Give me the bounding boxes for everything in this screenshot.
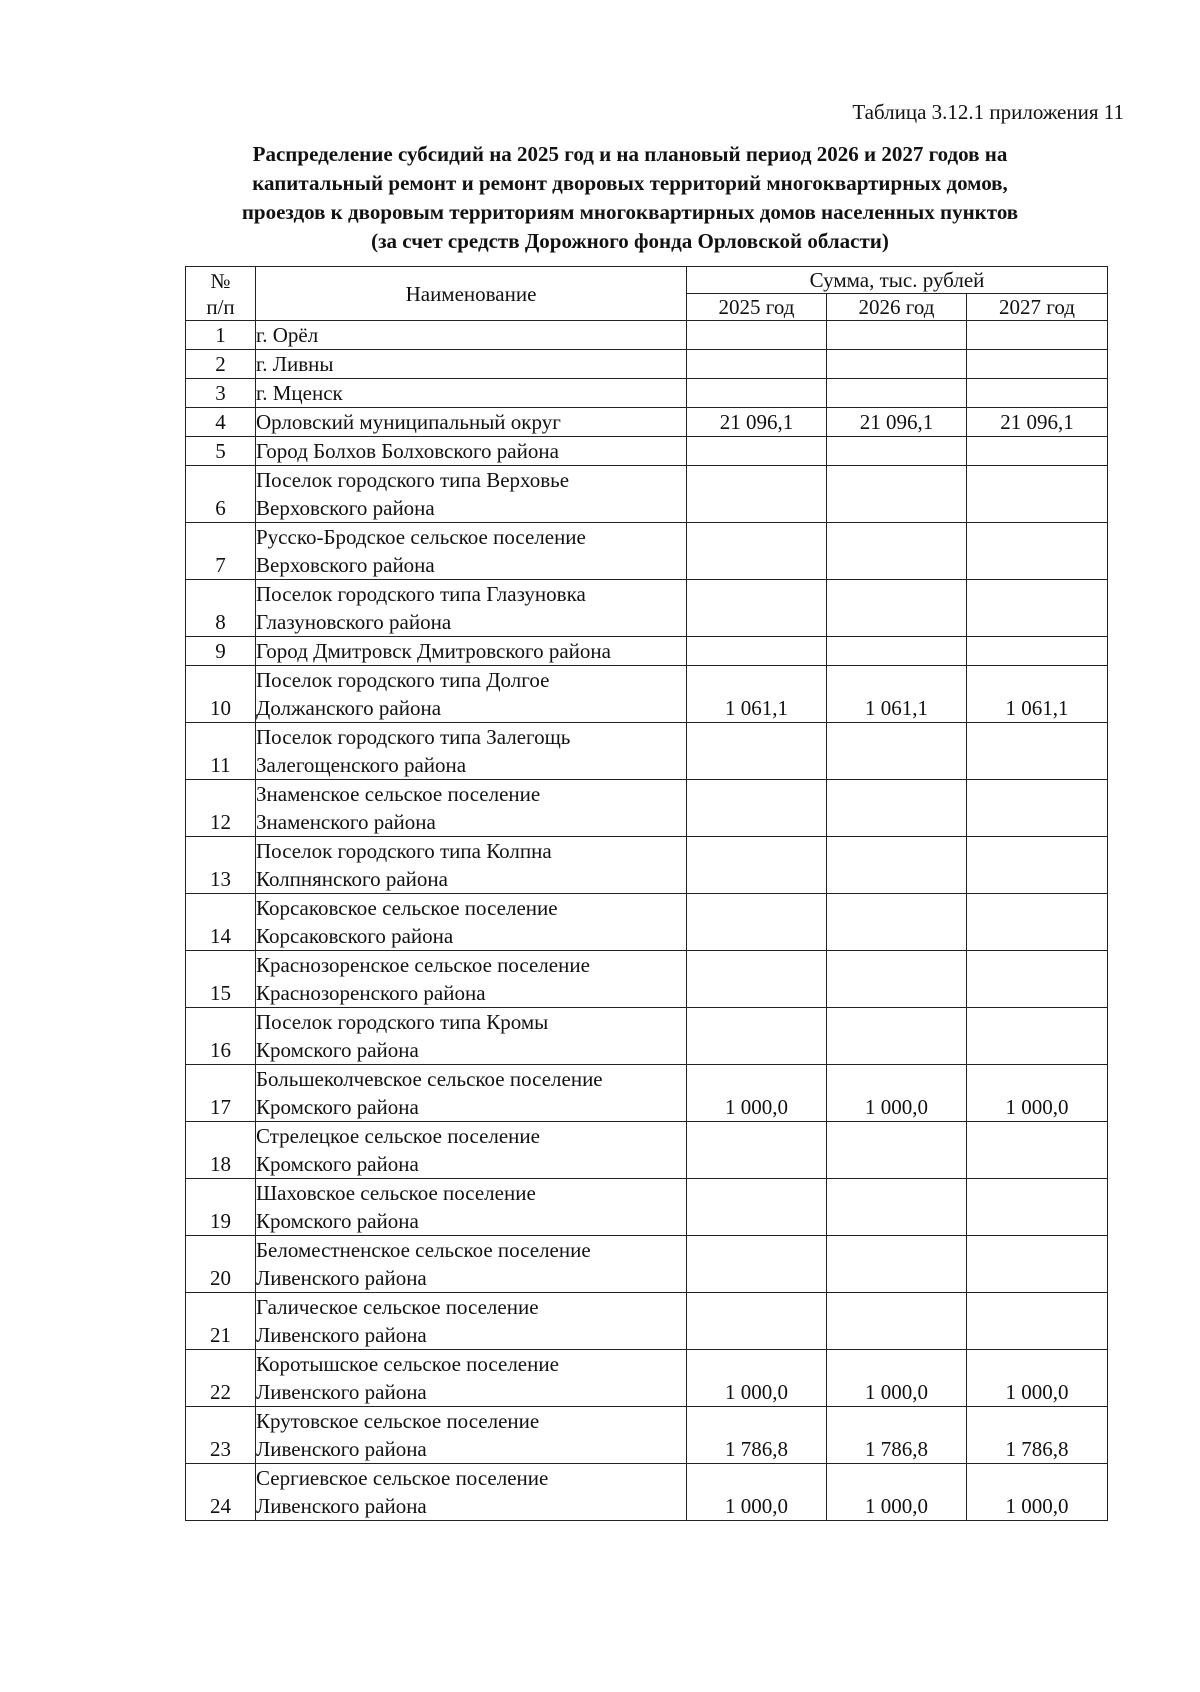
row-name-line: Ливенского района	[256, 1266, 427, 1290]
value-2026	[827, 951, 967, 1008]
row-name-line: Орловский муниципальный округ	[256, 410, 561, 434]
row-name-line: Ливенского района	[256, 1323, 427, 1347]
table-row	[186, 637, 1108, 666]
row-name-line: Краснозоренского района	[256, 981, 486, 1005]
table-row	[186, 837, 1108, 894]
value-2025: 1 061,1	[687, 666, 827, 723]
row-name-line: Верховского района	[256, 553, 435, 577]
row-name-line: Кромского района	[256, 1209, 419, 1233]
value-2027	[967, 837, 1108, 894]
row-number: 24	[186, 1464, 256, 1521]
row-name-line: Кромского района	[256, 1152, 419, 1176]
value-2025	[687, 894, 827, 951]
value-2026	[827, 780, 967, 837]
row-name-line: Поселок городского типа Кромы	[256, 1010, 549, 1034]
value-2027	[967, 637, 1108, 666]
table-row	[186, 350, 1108, 379]
value-2025: 1 786,8	[687, 1407, 827, 1464]
row-number: 5	[186, 437, 256, 466]
value-2025: 1 000,0	[687, 1350, 827, 1407]
row-number: 8	[186, 580, 256, 637]
row-number: 18	[186, 1122, 256, 1179]
table-row	[186, 1407, 1108, 1464]
table-row	[186, 466, 1108, 523]
table-row	[186, 580, 1108, 637]
row-name-line: Ливенского района	[256, 1380, 427, 1404]
row-name	[256, 350, 687, 379]
row-name	[256, 321, 687, 350]
value-2026	[827, 379, 967, 408]
value-2027	[967, 723, 1108, 780]
row-name-line: Ливенского района	[256, 1437, 427, 1461]
row-name-line: Шаховское сельское поселение	[256, 1181, 536, 1205]
value-2025	[687, 1122, 827, 1179]
row-name-line: Большеколчевское сельское поселение	[256, 1067, 603, 1091]
header-num-line2: п/п	[206, 294, 235, 319]
header-sum: Сумма, тыс. рублей	[687, 267, 1108, 294]
row-name-line: Знаменское сельское поселение	[256, 782, 541, 806]
row-name-line: Колпнянского района	[256, 867, 448, 891]
value-2025	[687, 321, 827, 350]
title-line: (за счет средств Дорожного фонда Орловской области)	[371, 229, 889, 253]
row-name-line: Знаменского района	[256, 810, 436, 834]
row-name-line: Город Дмитровск Дмитровского района	[256, 639, 611, 663]
value-2025	[687, 723, 827, 780]
row-name	[256, 780, 687, 837]
row-name-line: Крутовское сельское поселение	[256, 1409, 540, 1433]
value-2025	[687, 951, 827, 1008]
row-name	[256, 1464, 687, 1521]
document-title	[180, 140, 1080, 256]
row-number: 1	[186, 321, 256, 350]
value-2027	[967, 780, 1108, 837]
row-name	[256, 1179, 687, 1236]
value-2027: 1 786,8	[967, 1407, 1108, 1464]
title-line: проездов к дворовым территориям многоквартирных домов населенных пунктов	[241, 200, 1019, 224]
row-name-line: Залегощенского района	[256, 753, 467, 777]
table-row	[186, 780, 1108, 837]
row-name	[256, 637, 687, 666]
table-row	[186, 1464, 1108, 1521]
row-name	[256, 466, 687, 523]
value-2025	[687, 580, 827, 637]
table-row	[186, 1179, 1108, 1236]
value-2026: 21 096,1	[827, 408, 967, 437]
table-row	[186, 379, 1108, 408]
row-name	[256, 580, 687, 637]
value-2025: 21 096,1	[687, 408, 827, 437]
row-name-line: Стрелецкое сельское поселение	[256, 1124, 540, 1148]
value-2025: 1 000,0	[687, 1065, 827, 1122]
table-row	[186, 437, 1108, 466]
row-number: 3	[186, 379, 256, 408]
row-number: 17	[186, 1065, 256, 1122]
row-name	[256, 1065, 687, 1122]
row-name-line: Беломестненское сельское поселение	[256, 1238, 591, 1262]
value-2026	[827, 580, 967, 637]
row-name	[256, 894, 687, 951]
value-2025	[687, 466, 827, 523]
row-name	[256, 1236, 687, 1293]
row-name	[256, 1293, 687, 1350]
value-2027	[967, 951, 1108, 1008]
row-name-line: Коротышское сельское поселение	[256, 1352, 559, 1376]
table-row	[186, 894, 1108, 951]
row-number: 16	[186, 1008, 256, 1065]
table-row	[186, 1065, 1108, 1122]
table-row	[186, 1008, 1108, 1065]
value-2027: 1 000,0	[967, 1350, 1108, 1407]
row-name-line: Поселок городского типа Залегощь	[256, 725, 571, 749]
value-2027	[967, 1008, 1108, 1065]
row-name	[256, 379, 687, 408]
value-2026: 1 061,1	[827, 666, 967, 723]
value-2025	[687, 1236, 827, 1293]
subsidy-table	[185, 266, 1108, 1521]
value-2026	[827, 437, 967, 466]
value-2027	[967, 350, 1108, 379]
row-number: 9	[186, 637, 256, 666]
value-2026	[827, 723, 967, 780]
table-row	[186, 321, 1108, 350]
value-2026	[827, 894, 967, 951]
value-2026	[827, 466, 967, 523]
table-row	[186, 1350, 1108, 1407]
row-number: 7	[186, 523, 256, 580]
value-2026	[827, 1122, 967, 1179]
value-2027: 21 096,1	[967, 408, 1108, 437]
row-number: 20	[186, 1236, 256, 1293]
value-2027	[967, 1236, 1108, 1293]
value-2025	[687, 1008, 827, 1065]
value-2026	[827, 1008, 967, 1065]
value-2027	[967, 580, 1108, 637]
row-name-line: Поселок городского типа Долгое	[256, 668, 550, 692]
row-number: 4	[186, 408, 256, 437]
value-2026	[827, 1236, 967, 1293]
table-body	[186, 321, 1108, 1521]
row-name-line: Корсаковского района	[256, 924, 454, 948]
header-year-2025: 2025 год	[687, 294, 827, 321]
value-2027	[967, 1293, 1108, 1350]
row-number: 2	[186, 350, 256, 379]
row-name	[256, 837, 687, 894]
value-2026: 1 786,8	[827, 1407, 967, 1464]
row-number: 6	[186, 466, 256, 523]
row-name-line: Поселок городского типа Глазуновка	[256, 582, 586, 606]
row-name-line: Сергиевское сельское поселение	[256, 1466, 549, 1490]
row-name	[256, 1008, 687, 1065]
row-name	[256, 408, 687, 437]
value-2027	[967, 437, 1108, 466]
table-row	[186, 951, 1108, 1008]
table-row	[186, 723, 1108, 780]
row-name	[256, 1350, 687, 1407]
title-line: Распределение субсидий на 2025 год и на плановый период 2026 и 2027 годов на	[252, 142, 1008, 166]
value-2027	[967, 523, 1108, 580]
row-number: 23	[186, 1407, 256, 1464]
row-name-line: Должанского района	[256, 696, 442, 720]
row-name	[256, 1407, 687, 1464]
header-year-2026: 2026 год	[827, 294, 967, 321]
row-name-line: Верховского района	[256, 496, 435, 520]
row-name-line: г. Ливны	[256, 352, 334, 376]
row-name	[256, 951, 687, 1008]
value-2026	[827, 321, 967, 350]
row-number: 12	[186, 780, 256, 837]
value-2025	[687, 837, 827, 894]
value-2025: 1 000,0	[687, 1464, 827, 1521]
row-name-line: Корсаковское сельское поселение	[256, 896, 558, 920]
table-row	[186, 408, 1108, 437]
value-2025	[687, 780, 827, 837]
value-2026	[827, 350, 967, 379]
value-2027: 1 000,0	[967, 1065, 1108, 1122]
value-2025	[687, 523, 827, 580]
value-2027	[967, 466, 1108, 523]
value-2027	[967, 321, 1108, 350]
row-name	[256, 1122, 687, 1179]
row-name	[256, 666, 687, 723]
row-name-line: Поселок городского типа Верховье	[256, 468, 570, 492]
value-2025	[687, 379, 827, 408]
value-2025	[687, 1179, 827, 1236]
row-number: 22	[186, 1350, 256, 1407]
value-2027: 1 061,1	[967, 666, 1108, 723]
row-number: 13	[186, 837, 256, 894]
value-2026	[827, 1293, 967, 1350]
value-2027: 1 000,0	[967, 1464, 1108, 1521]
value-2026: 1 000,0	[827, 1464, 967, 1521]
row-name-line: Кромского района	[256, 1095, 419, 1119]
value-2027	[967, 1179, 1108, 1236]
table-row	[186, 666, 1108, 723]
row-number: 21	[186, 1293, 256, 1350]
value-2025	[687, 1293, 827, 1350]
row-name-line: Кромского района	[256, 1038, 419, 1062]
value-2025	[687, 350, 827, 379]
row-name-line: Русско-Бродское сельское поселение	[256, 525, 586, 549]
row-name-line: г. Мценск	[256, 381, 343, 405]
row-name-line: г. Орёл	[256, 323, 319, 347]
value-2025	[687, 637, 827, 666]
header-num	[186, 267, 256, 321]
row-name	[256, 723, 687, 780]
value-2026	[827, 637, 967, 666]
row-name-line: Город Болхов Болховского района	[256, 439, 559, 463]
header-year-2027: 2027 год	[967, 294, 1108, 321]
table-reference: Таблица 3.12.1 приложения 11	[852, 100, 1124, 124]
value-2027	[967, 894, 1108, 951]
title-line: капитальный ремонт и ремонт дворовых территорий многоквартирных домов,	[252, 171, 1008, 195]
table-row	[186, 1122, 1108, 1179]
row-name-line: Ливенского района	[256, 1494, 427, 1518]
value-2026	[827, 837, 967, 894]
value-2027	[967, 1122, 1108, 1179]
header-num-line1: №	[210, 268, 231, 293]
row-name	[256, 437, 687, 466]
row-name-line: Галическое сельское поселение	[256, 1295, 539, 1319]
table-row	[186, 1293, 1108, 1350]
row-number: 14	[186, 894, 256, 951]
value-2025	[687, 437, 827, 466]
header-name: Наименование	[256, 267, 687, 321]
value-2026	[827, 1179, 967, 1236]
value-2027	[967, 379, 1108, 408]
row-number: 10	[186, 666, 256, 723]
row-name	[256, 523, 687, 580]
row-name-line: Глазуновского района	[256, 610, 452, 634]
row-number: 19	[186, 1179, 256, 1236]
value-2026: 1 000,0	[827, 1065, 967, 1122]
table-row	[186, 1236, 1108, 1293]
row-name-line: Краснозоренское сельское поселение	[256, 953, 590, 977]
row-name-line: Поселок городского типа Колпна	[256, 839, 552, 863]
table-row	[186, 523, 1108, 580]
row-number: 15	[186, 951, 256, 1008]
value-2026	[827, 523, 967, 580]
value-2026: 1 000,0	[827, 1350, 967, 1407]
row-number: 11	[186, 723, 256, 780]
